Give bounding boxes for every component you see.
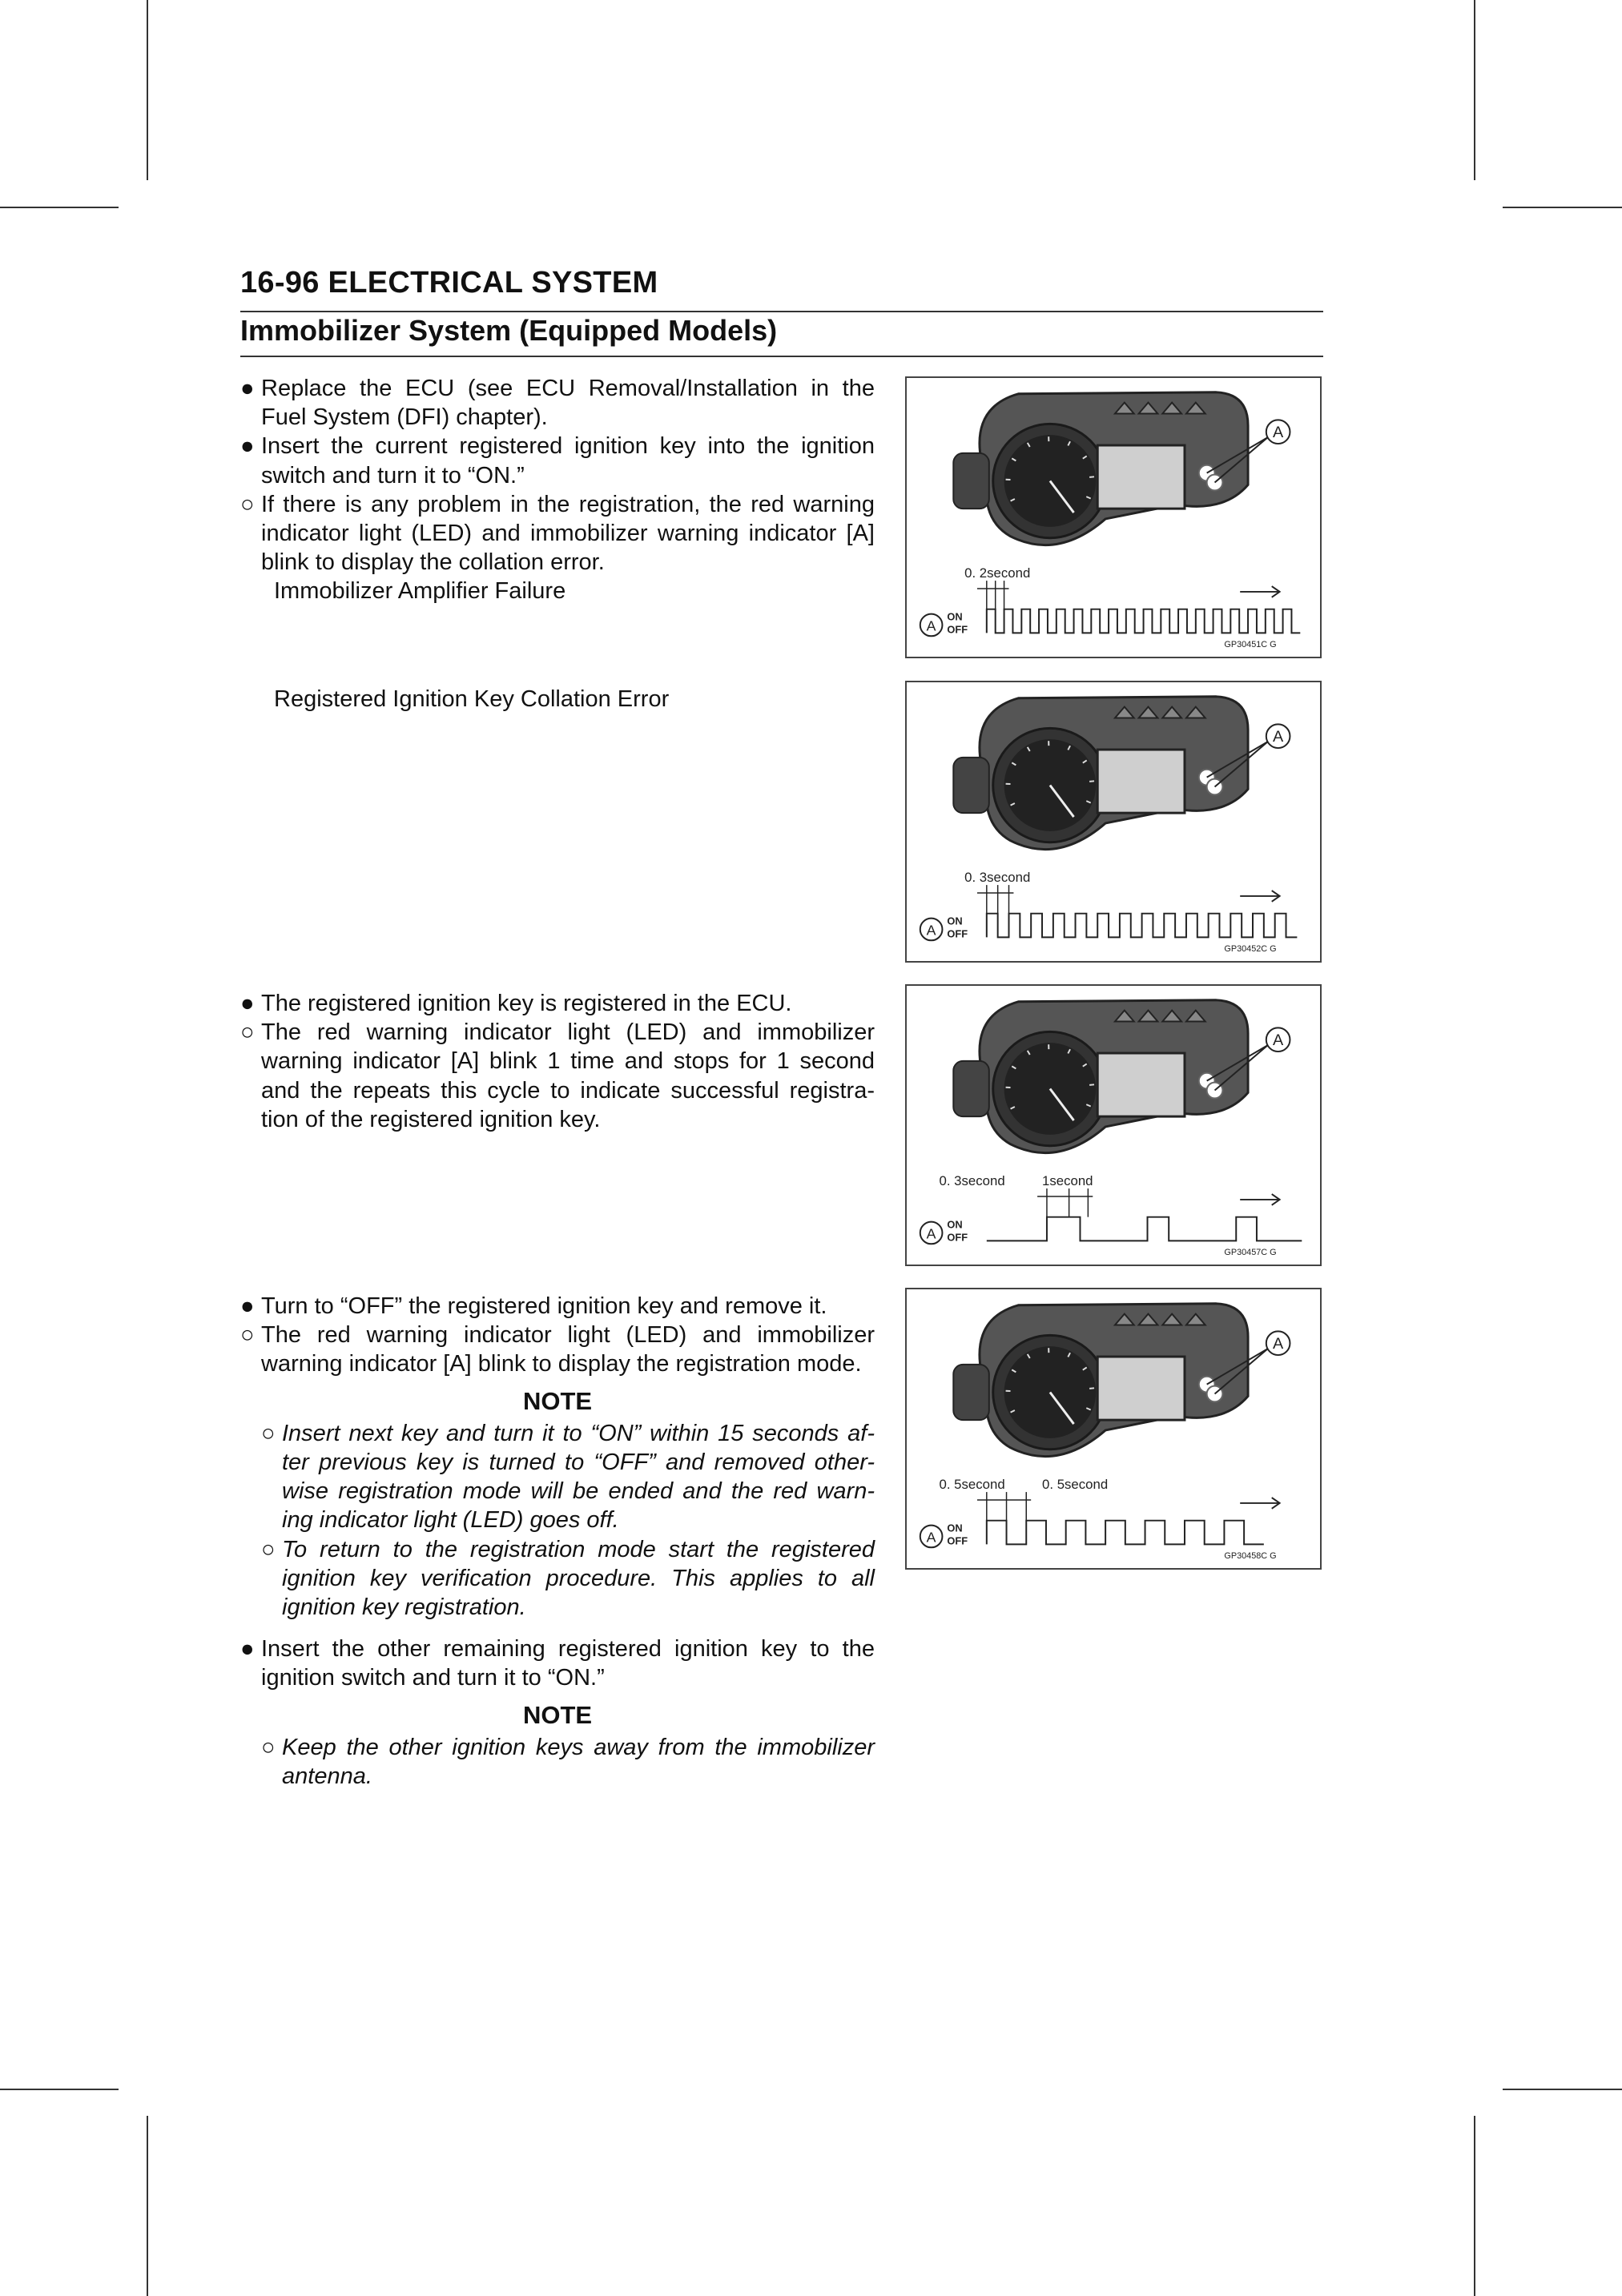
list-item: ○ The red warning indicator light (LED) and immobilizer warning indicator [A] blink to display the registration mode. [240, 1322, 875, 1377]
off-label: OFF [947, 1534, 968, 1547]
signal-waveform [987, 1217, 1302, 1241]
on-label: ON [947, 1522, 963, 1534]
lcd-display [1097, 750, 1185, 813]
figure-code: GP30452C G [1224, 944, 1277, 955]
crop-mark [1503, 2089, 1622, 2090]
timing-label: 0. 5second [939, 1477, 1005, 1493]
circle-icon: ○ [240, 1019, 255, 1046]
circle-icon: ○ [261, 1536, 276, 1562]
dial-tick [1089, 1388, 1094, 1389]
note-heading: NOTE [522, 1700, 593, 1729]
section-rule [240, 356, 1323, 357]
bullet-icon: ● [240, 376, 255, 401]
section-title: Immobilizer System (Equipped Models) [240, 314, 778, 347]
list-item: ○ The red warning indicator light (LED) and immobilizer warning indicator [A] blink 1 time and stops for 1 second and the repeats this cycle to indicate successful registra-tion of the registered ignition key. [240, 1019, 875, 1132]
dial-tick [1089, 1084, 1094, 1085]
off-label: OFF [947, 1231, 968, 1244]
legend-label: A [926, 1529, 936, 1546]
bullet-icon: ● [240, 433, 255, 460]
text-block-3 [240, 1292, 875, 1791]
figure-code: GP30451C G [1224, 640, 1277, 650]
legend-label: A [926, 1225, 936, 1242]
timing-label: 0. 5second [1042, 1477, 1109, 1493]
figure-collation-error [905, 681, 1322, 963]
legend-label: A [926, 617, 936, 634]
figure-registration-success [905, 984, 1322, 1266]
timing-label: 0. 3second [964, 870, 1031, 886]
cluster-side-housing [953, 453, 988, 509]
list-item: ● The registered ignition key is registered in the ECU. [240, 989, 875, 1018]
crop-mark [1474, 0, 1475, 180]
signal-waveform [987, 1521, 1264, 1545]
sub-label-collation-error: Registered Ignition Key Collation Error [274, 686, 670, 712]
list-item: ● Replace the ECU (see ECU Removal/Installation in the Fuel System (DFI) chapter). [240, 376, 875, 431]
circle-icon: ○ [240, 1322, 255, 1349]
off-label: OFF [947, 623, 968, 636]
figure-registration-mode [905, 1288, 1322, 1570]
page-title: 16-96 ELECTRICAL SYSTEM [240, 266, 658, 300]
lcd-display [1097, 1357, 1185, 1420]
signal-waveform [987, 609, 1300, 633]
crop-mark [0, 207, 119, 208]
legend-label: A [926, 922, 936, 939]
crop-mark [1474, 2116, 1475, 2296]
crop-mark [147, 0, 148, 180]
on-label: ON [947, 1218, 963, 1231]
callout-label: A [1273, 728, 1284, 746]
on-label: ON [947, 610, 963, 623]
timing-label: 0. 2second [964, 565, 1031, 581]
figure-amplifier-failure [905, 376, 1322, 658]
note-item: ○ To return to the registration mode start the registered ignition key verification procedure. This applies to all ignition key registration. [261, 1536, 875, 1621]
figure-code: GP30457C G [1224, 1248, 1277, 1258]
timing-label: 0. 3second [939, 1173, 1005, 1189]
sub-label-amplifier-failure: Immobilizer Amplifier Failure [274, 578, 566, 605]
dial-tick [1089, 781, 1094, 782]
circle-icon: ○ [261, 1734, 276, 1760]
header-rule [240, 311, 1323, 312]
cluster-side-housing [953, 1365, 988, 1420]
timing-label: 1second [1042, 1173, 1093, 1189]
bullet-icon: ● [240, 1636, 255, 1663]
circle-icon: ○ [240, 491, 255, 517]
cluster-side-housing [953, 1061, 988, 1116]
text-block-1 [240, 374, 875, 606]
list-item: ○ If there is any problem in the registration, the red warning indicator light (LED) and immobilizer warning indicator [A] blink to display the collation error. [240, 491, 875, 576]
crop-mark [0, 2089, 119, 2090]
list-item: ● Turn to “OFF” the registered ignition key and remove it. [240, 1292, 875, 1321]
cluster-side-housing [953, 758, 988, 813]
bullet-icon: ● [240, 991, 255, 1016]
text-block-2 [240, 989, 875, 1134]
signal-waveform [987, 914, 1298, 938]
callout-label: A [1273, 1031, 1284, 1050]
callout-label: A [1273, 1335, 1284, 1353]
list-item: ● Insert the other remaining registered ignition key to the ignition switch and turn it to “ON.” [240, 1636, 875, 1691]
dial-tick [1089, 476, 1094, 477]
crop-mark [1503, 207, 1622, 208]
figure-code: GP30458C G [1224, 1551, 1277, 1562]
crop-mark [147, 2116, 148, 2296]
note-item: ○ Insert next key and turn it to “ON” within 15 seconds af-ter previous key is turned to “OFF” and removed other-wise registration mode will be ended and the red warn-ing indicator light (LED) goes off. [261, 1420, 875, 1534]
bullet-icon: ● [240, 1293, 255, 1319]
lcd-display [1097, 445, 1185, 509]
off-label: OFF [947, 927, 968, 940]
lcd-display [1097, 1053, 1185, 1116]
callout-label: A [1273, 424, 1284, 442]
list-item: ● Insert the current registered ignition key into the ignition switch and turn it to “ON.” [240, 433, 875, 489]
note-item: ○ Keep the other ignition keys away from the immobilizer antenna. [261, 1734, 875, 1790]
on-label: ON [947, 915, 963, 927]
circle-icon: ○ [261, 1420, 276, 1446]
note-heading: NOTE [522, 1386, 593, 1415]
